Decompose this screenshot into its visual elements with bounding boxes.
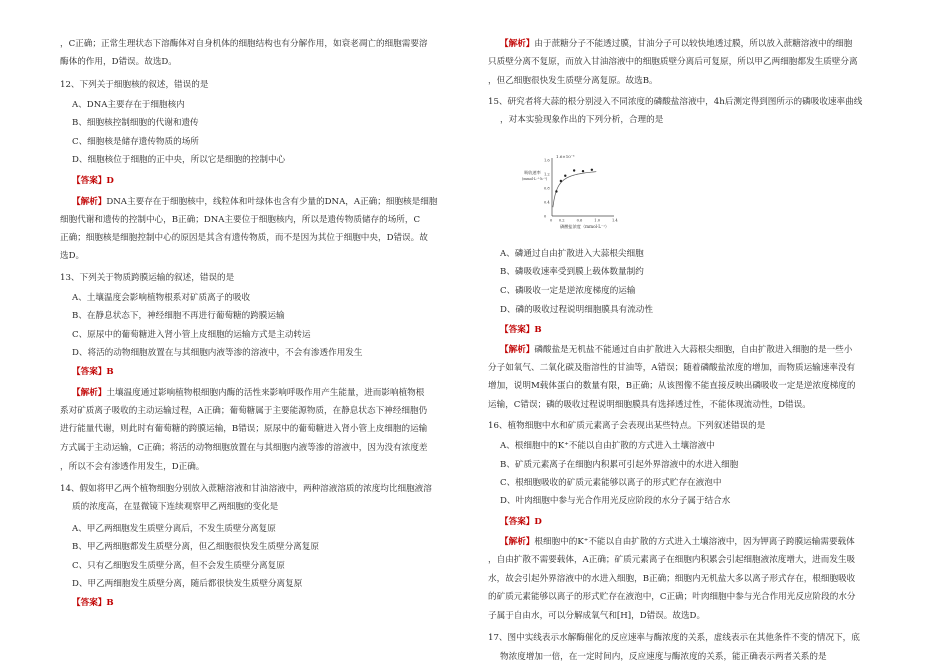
question-15-stem: 15、研究者将大蒜的根分别浸入不同浓度的磷酸盐溶液中，4h后测定得到图所示的磷吸收速率曲线 bbox=[488, 97, 863, 107]
answer-tag: 【答案】 bbox=[72, 598, 107, 608]
text-line: 酶体的作用，D错误。故选D。 bbox=[60, 57, 177, 67]
y-axis-label: 吸收速率 bbox=[524, 170, 541, 175]
jiexi-tag: 【解析】 bbox=[72, 197, 107, 207]
question-14-stem: 14、假如将甲乙两个植物细胞分别放入蔗糖溶液和甘油溶液中，两种溶液溶质的浓度均比细胞液溶 bbox=[60, 484, 432, 494]
q16-option-c: C、根细胞吸收的矿质元素能够以离子的形式贮存在液泡中 bbox=[500, 478, 722, 488]
data-points bbox=[555, 169, 593, 193]
q16-option-b: B、矿质元素离子在细胞内积累可引起外界溶液中的水进入细胞 bbox=[500, 460, 739, 470]
answer-tag: 【答案】 bbox=[500, 517, 535, 527]
text-line: 进行能量代谢，则此时有葡萄糖的跨膜运输，B错误；原尿中的葡萄糖进入肾小管上皮细胞的运输 bbox=[60, 424, 428, 434]
answer-value: B bbox=[106, 367, 114, 377]
jiexi-text: 土壤温度通过影响植物根细胞内酶的活性来影响呼吸作用产生能量，进而影响植物根 bbox=[106, 388, 425, 398]
jiexi-text: 由于蔗糖分子不能透过膜，甘油分子可以较快地透过膜，所以放入蔗糖溶液中的细胞 bbox=[534, 39, 853, 49]
text-line: 增加，说明M载体蛋白的数量有限，B正确；从该图像不能直接反映出磷吸收一定是逆浓度梯度的 bbox=[488, 381, 856, 391]
text-line: ，自由扩散不需要载体，A正确；矿质元素离子在细胞内积累会引起细胞液浓度增大，进而发生吸 bbox=[488, 555, 856, 565]
fit-curve bbox=[553, 172, 596, 208]
text-line: 细胞代谢和遗传的控制中心，B正确；DNA主要位于细胞核内，所以是遗传物质储存的场所，C bbox=[60, 215, 421, 225]
text-line: 系对矿质离子吸收的主动运输过程，A正确；葡萄糖属于主要能源物质，在静息状态下神经细胞仍 bbox=[60, 406, 428, 416]
text-line: ，所以不会有渗透作用发生，D正确。 bbox=[60, 462, 205, 472]
q12-option-d: D、细胞核位于细胞的正中央，所以它是细胞的控制中心 bbox=[72, 155, 286, 165]
text-line: 物浓度增加一倍，在一定时间内，反应速度与酶浓度的关系，能正确表示两者关系的是 bbox=[500, 652, 827, 662]
data-point bbox=[555, 190, 557, 192]
question-16-stem: 16、植物细胞中水和矿质元素离子会表现出某些特点。下列叙述错误的是 bbox=[488, 421, 766, 431]
q14-explanation bbox=[500, 38, 852, 50]
jiexi-tag: 【解析】 bbox=[500, 537, 535, 547]
answer-value: D bbox=[106, 176, 114, 186]
data-point bbox=[560, 180, 562, 182]
jiexi-text: 根细胞中的K⁺不能以自由扩散的方式进入土壤溶液中，因为钾离子跨膜运输需要载体 bbox=[534, 537, 855, 547]
q15-explanation bbox=[500, 344, 852, 356]
answer-tag: 【答案】 bbox=[72, 367, 107, 377]
x-tick-label: 0 bbox=[550, 218, 553, 223]
text-line: ，C正确；正常生理状态下溶酶体对自身机体的细胞结构也有分解作用，如衰老凋亡的细胞需要溶 bbox=[60, 39, 428, 49]
q13-option-c: C、原尿中的葡萄糖进入肾小管上皮细胞的运输方式是主动转运 bbox=[72, 330, 311, 340]
text-line: 运输，C错误；磷的吸收过程说明细胞膜具有选择透过性，不能体现流动性，D错误。 bbox=[488, 400, 811, 410]
q16-answer bbox=[500, 516, 542, 528]
q14-option-c: C、只有乙细胞发生质壁分离，但不会发生质壁分离复原 bbox=[72, 561, 285, 571]
answer-value: B bbox=[106, 598, 114, 608]
q15-option-c: C、磷吸收一定是逆浓度梯度的运输 bbox=[500, 286, 636, 296]
text-line: 方式属于主动运输，C正确；将活的动物细胞放置在与其细胞内液等渗的溶液中，因为没有浓度差 bbox=[60, 443, 428, 453]
q13-answer bbox=[72, 366, 114, 378]
answer-tag: 【答案】 bbox=[500, 325, 535, 335]
data-point bbox=[582, 170, 584, 172]
q16-option-a: A、根细胞中的K⁺不能以自由扩散的方式进入土壤溶液中 bbox=[500, 441, 715, 451]
q12-answer bbox=[72, 175, 114, 187]
q15-option-b: B、磷吸收速率受到膜上载体数量制约 bbox=[500, 267, 644, 277]
q13-explanation bbox=[72, 387, 424, 399]
text-line: 只质壁分离不复原，而放入甘油溶液中的细胞质壁分离后可复原，所以甲乙两细胞都发生质壁分离 bbox=[488, 57, 858, 67]
y-tick-label: 0.8 bbox=[544, 186, 550, 191]
q12-option-c: C、细胞核是储存遗传物质的场所 bbox=[72, 137, 199, 147]
x-tick-label: 0.6 bbox=[576, 218, 583, 223]
y-tick-labels bbox=[544, 158, 550, 218]
question-17-stem: 17、图中实线表示水解酶催化的反应速率与酶浓度的关系，虚线表示在其他条件不变的情况下，底 bbox=[488, 633, 860, 643]
text-line: 正确；细胞核是细胞控制中心的原因是其含有遗传物质，而不是因为其位于细胞中央，D错误。故 bbox=[60, 233, 428, 243]
q15-option-d: D、磷的吸收过程说明细胞膜具有流动性 bbox=[500, 305, 653, 315]
y-axis-unit: (mmol·L⁻¹·h⁻¹) bbox=[522, 177, 548, 181]
text-line: 选D。 bbox=[60, 251, 85, 261]
x-tick-label: 1.0 bbox=[594, 218, 601, 223]
question-12-stem: 12、下列关于细胞核的叙述，错误的是 bbox=[60, 80, 209, 90]
q13-option-a: A、土壤温度会影响植物根系对矿质离子的吸收 bbox=[72, 293, 251, 303]
q14-option-b: B、甲乙两细胞都发生质壁分离，但乙细胞很快发生质壁分离复原 bbox=[72, 542, 319, 552]
q14-option-d: D、甲乙两细胞发生质壁分离，随后都很快发生质壁分离复原 bbox=[72, 579, 303, 589]
q15-option-a: A、磷通过自由扩散进入大蒜根尖细胞 bbox=[500, 249, 644, 259]
text-line: ，对本实验现象作出的下列分析，合理的是 bbox=[500, 115, 664, 125]
y-tick-label: 1.2 bbox=[544, 172, 550, 177]
q13-option-b: B、在静息状态下，神经细胞不再进行葡萄糖的跨膜运输 bbox=[72, 311, 285, 321]
x-tick-label: 1.4 bbox=[612, 218, 618, 223]
phosphate-uptake-chart bbox=[522, 152, 617, 230]
q16-option-d: D、叶肉细胞中参与光合作用光反应阶段的水分子属于结合水 bbox=[500, 496, 731, 506]
question-13-stem: 13、下列关于物质跨膜运输的叙述，错误的是 bbox=[60, 273, 235, 283]
text-line: 的矿质元素能够以离子的形式贮存在液泡中，C正确；叶肉细胞中参与光合作用光反应阶段的水分 bbox=[488, 592, 856, 602]
text-line: 分子如氧气、二氧化碳及脂溶性的甘油等，A错误；随着磷酸盐浓度的增加，而物质运输速率没有 bbox=[488, 363, 856, 373]
answer-value: D bbox=[534, 517, 542, 527]
jiexi-text: DNA主要存在于细胞核中，线粒体和叶绿体也含有少量的DNA，A正确；细胞核是细胞 bbox=[106, 197, 438, 207]
x-axis-label: 磷酸盐浓度（mmol·L⁻¹） bbox=[560, 224, 610, 229]
q12-option-a: A、DNA主要存在于细胞核内 bbox=[72, 100, 185, 110]
y-tick-label: 0 bbox=[544, 214, 547, 219]
q15-answer bbox=[500, 324, 542, 336]
text-line: 水，故会引起外界溶液中的水进入细胞，B正确；细胞内无机盐大多以离子形式存在，根细胞吸收 bbox=[488, 574, 856, 584]
x-tick-label: 0.2 bbox=[558, 218, 565, 223]
y-max-label: 1.6×10⁻³ bbox=[556, 154, 575, 159]
x-tick-labels bbox=[550, 219, 618, 223]
jiexi-text: 磷酸盐是无机盐不能通过自由扩散进入大蒜根尖细胞，自由扩散进入细胞的是一些小 bbox=[534, 345, 853, 355]
text-line: 质的浓度高，在显微镜下连续观察甲乙两细胞的变化是 bbox=[72, 502, 279, 512]
data-point bbox=[564, 175, 566, 177]
y-tick-label: 0.4 bbox=[544, 200, 550, 205]
q14-answer bbox=[72, 597, 114, 609]
q16-explanation bbox=[500, 536, 855, 548]
answer-value: B bbox=[534, 325, 542, 335]
text-line: 子属于自由水，可以分解成氧气和[H]，D错误。故选D。 bbox=[488, 611, 706, 621]
q13-option-d: D、将活的动物细胞放置在与其细胞内液等渗的溶液中，不会有渗透作用发生 bbox=[72, 348, 363, 358]
text-line: ，但乙细胞很快发生质壁分离复原。故选B。 bbox=[488, 76, 658, 86]
q12-option-b: B、细胞核控制细胞的代谢和遗传 bbox=[72, 118, 199, 128]
jiexi-tag: 【解析】 bbox=[500, 39, 535, 49]
answer-tag: 【答案】 bbox=[72, 176, 107, 186]
data-point bbox=[591, 169, 593, 171]
data-point bbox=[573, 169, 575, 171]
jiexi-tag: 【解析】 bbox=[500, 345, 535, 355]
q12-explanation bbox=[72, 196, 437, 208]
q14-option-a: A、甲乙两细胞发生质壁分离后，不发生质壁分离复原 bbox=[72, 524, 276, 534]
jiexi-tag: 【解析】 bbox=[72, 388, 107, 398]
y-tick-label: 1.6 bbox=[544, 158, 550, 163]
